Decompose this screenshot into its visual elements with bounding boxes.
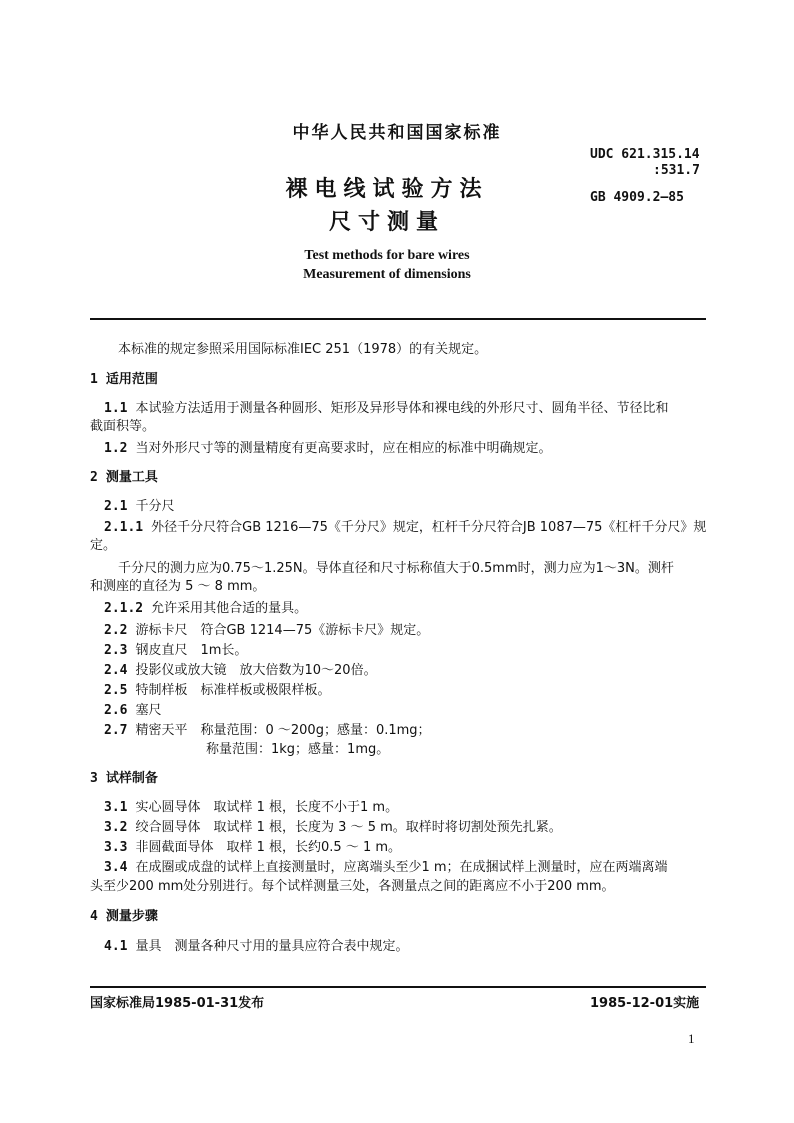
- national-standard-heading: 中华人民共和国国家标准: [292, 123, 502, 143]
- section-4-heading: [90, 908, 158, 926]
- gb-code: GB 4909.2—85: [590, 190, 684, 205]
- top-divider: [90, 318, 706, 320]
- clause-number: 2.7: [104, 723, 128, 738]
- udc-code-continued: :531.7: [653, 163, 700, 178]
- clause-1-2: [104, 440, 552, 458]
- clause-2-6: [104, 702, 162, 720]
- clause-text: 当对外形尺寸等的测量精度有更高要求时，应在相应的标准中明确规定。: [135, 441, 552, 456]
- clause-number: 3.3: [104, 840, 128, 855]
- clause-number: 2.6: [104, 703, 128, 718]
- title-chinese-line1: 裸电线试验方法: [285, 177, 489, 202]
- clause-text: 塞尺: [135, 703, 162, 718]
- clause-text: 允许采用其他合适的量具。: [151, 601, 308, 616]
- clause-number: 1.2: [104, 441, 128, 456]
- clause-number: 2.1: [104, 499, 128, 514]
- clause-number: 3.2: [104, 820, 128, 835]
- clause-text: 本试验方法适用于测量各种圆形、矩形及异形导体和裸电线的外形尺寸、圆角半径、节径比和: [135, 401, 669, 416]
- clause-number: 2.5: [104, 683, 128, 698]
- section-title: 适用范围: [105, 372, 158, 387]
- clause-text: 千分尺: [135, 499, 175, 514]
- section-title: 测量步骤: [105, 909, 158, 924]
- clause-number: 2.3: [104, 643, 128, 658]
- clause-text: 绞合圆导体 取试样 1 根，长度为 3 ～ 5 m。取样时将切割处预先扎紧。: [135, 820, 562, 835]
- clause-text: 在成圈或成盘的试样上直接测量时，应离端头至少1 m；在成捆试样上测量时，应在两端离端: [135, 860, 668, 875]
- udc-code: UDC 621.315.14: [590, 147, 700, 162]
- clause-1-1: [104, 400, 669, 418]
- section-number: 4: [90, 909, 98, 924]
- section-title: 测量工具: [105, 470, 158, 485]
- clause-3-3: [104, 839, 401, 857]
- clause-2-1-2: [104, 600, 307, 618]
- clause-text: 非圆截面导体 取样 1 根，长约0.5 ～ 1 m。: [135, 840, 402, 855]
- clause-text: 特制样板 标准样板或极限样板。: [135, 683, 331, 698]
- clause-number: 2.4: [104, 663, 128, 678]
- section-1-heading: [90, 371, 158, 389]
- force-paragraph-continued: 和测座的直径为 5 ～ 8 mm。: [90, 579, 266, 594]
- clause-3-2: [104, 819, 562, 837]
- clause-number: 2.1.2: [104, 601, 144, 616]
- clause-2-1: [104, 498, 175, 516]
- clause-2-5: [104, 682, 331, 700]
- page-number: 1: [688, 1031, 695, 1046]
- clause-2-1-1-continued: 定。: [90, 538, 117, 553]
- section-number: 1: [90, 372, 98, 387]
- clause-text: 游标卡尺 符合GB 1214—75《游标卡尺》规定。: [135, 623, 430, 638]
- clause-text: 钢皮直尺 1m长。: [135, 643, 248, 658]
- clause-number: 3.1: [104, 800, 128, 815]
- clause-text: 实心圆导体 取试样 1 根，长度不小于1 m。: [135, 800, 399, 815]
- clause-3-4-continued: 头至少200 mm处分别进行。每个试样测量三处，各测量点之间的距离应不小于200 mm。: [90, 879, 615, 894]
- clause-2-7: [104, 722, 431, 740]
- clause-1-1-continued: 截面积等。: [90, 419, 156, 434]
- clause-number: 1.1: [104, 401, 128, 416]
- clause-3-4: [104, 859, 668, 877]
- title-english-line2: Measurement of dimensions: [303, 267, 471, 282]
- clause-number: 3.4: [104, 860, 128, 875]
- issue-date: 国家标准局1985-01-31发布: [90, 996, 265, 1011]
- section-3-heading: [90, 770, 158, 788]
- clause-2-2: [104, 622, 429, 640]
- clause-number: 4.1: [104, 939, 128, 954]
- clause-2-7-continued: 称量范围：1kg；感量：1mg。: [206, 742, 390, 757]
- intro-paragraph: 本标准的规定参照采用国际标准IEC 251（1978）的有关规定。: [118, 342, 488, 357]
- clause-3-1: [104, 799, 398, 817]
- bottom-divider: [90, 986, 706, 988]
- clause-text: 投影仪或放大镜 放大倍数为10～20倍。: [135, 663, 377, 678]
- clause-2-1-1: [104, 519, 706, 537]
- section-number: 2: [90, 470, 98, 485]
- clause-number: 2.2: [104, 623, 128, 638]
- effective-date: 1985-12-01实施: [590, 996, 700, 1011]
- clause-text: 量具 测量各种尺寸用的量具应符合表中规定。: [135, 939, 409, 954]
- force-paragraph: 千分尺的测力应为0.75～1.25N。导体直径和尺寸标称值大于0.5mm时，测力应为1～3N。测杆: [118, 561, 674, 576]
- clause-2-3: [104, 642, 247, 660]
- clause-4-1: [104, 938, 409, 956]
- section-title: 试样制备: [105, 771, 158, 786]
- clause-text: 外径千分尺符合GB 1216—75《千分尺》规定，杠杆千分尺符合JB 1087—75《杠杆千分尺》规: [151, 520, 707, 535]
- clause-number: 2.1.1: [104, 520, 144, 535]
- section-2-heading: [90, 469, 158, 487]
- clause-2-4: [104, 662, 377, 680]
- clause-text: 精密天平 称量范围：0 ～200g；感量：0.1mg；: [135, 723, 431, 738]
- title-chinese-line2: 尺寸测量: [328, 210, 445, 235]
- title-english-line1: Test methods for bare wires: [304, 248, 470, 263]
- section-number: 3: [90, 771, 98, 786]
